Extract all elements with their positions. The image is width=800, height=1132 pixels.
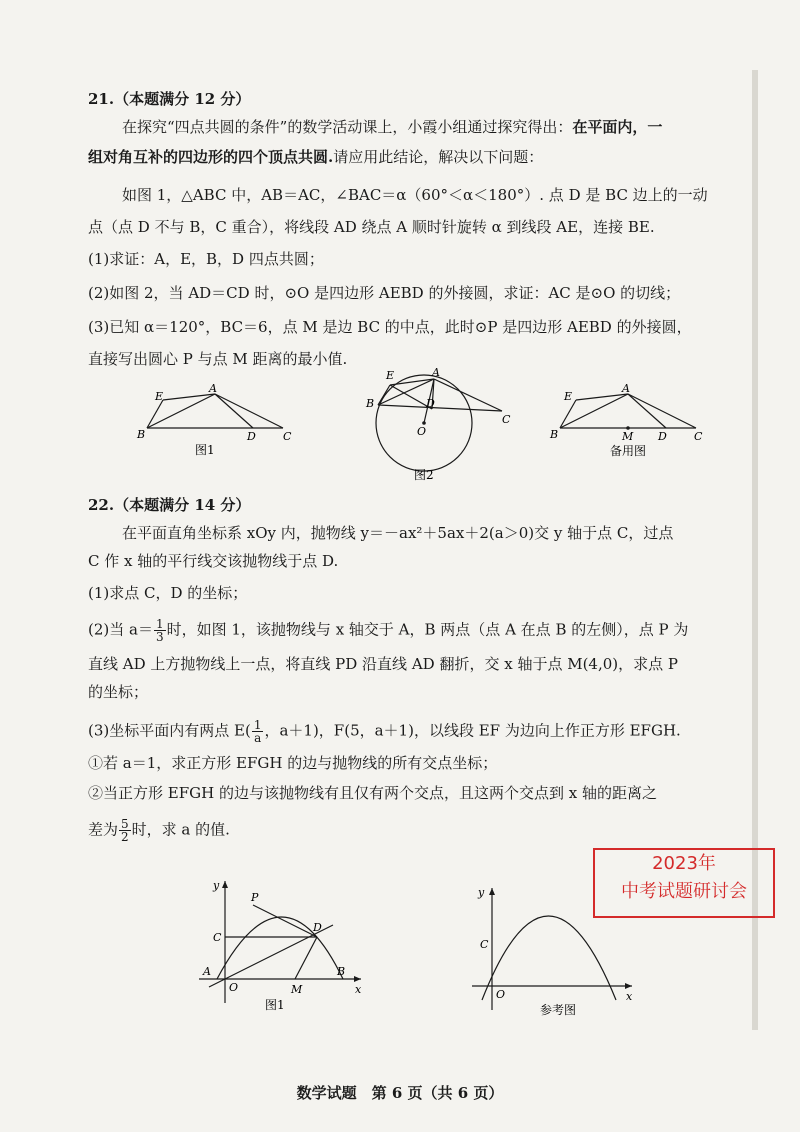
- q22-fig1-caption: 图1: [265, 998, 285, 1012]
- svg-text:A: A: [432, 366, 440, 379]
- svg-text:D: D: [247, 430, 256, 443]
- q22-subq-2: (2)当 a＝ $\frac{1}{3}$ 时，如图 1，该抛物线与 x 轴交于 A，B 两点（点 A 在点 B 的左侧），点 P 为: [88, 617, 689, 644]
- q22-setup-2: C 作 x 轴的平行线交该抛物线于点 D.: [88, 552, 339, 570]
- svg-text:C: C: [480, 938, 489, 951]
- q22-subq-2-end: 的坐标；: [88, 683, 149, 701]
- svg-text:x: x: [355, 983, 362, 996]
- q21-subq-3: (3)已知 α＝120°，BC＝6，点 M 是边 BC 的中点，此时⊙P 是四边形 AEBD 的外接圆，: [88, 318, 692, 336]
- q22-subq-3: (3)坐标平面内有两点 E( $\frac{1}{a}$ ，a＋1)，F(5，a＋1)，以线段 EF 为边向上作正方形 EFGH.: [88, 718, 681, 745]
- q22-case-1: ①若 a＝1，求正方形 EFGH 的边与抛物线的所有交点坐标；: [88, 754, 498, 772]
- q22-fig2-caption: 参考图: [540, 1003, 577, 1017]
- q21-paragraph-1-cont: [88, 146, 738, 168]
- q22-subq-1: (1)求点 C，D 的坐标；: [88, 584, 248, 602]
- svg-text:O: O: [496, 988, 506, 1001]
- svg-text:M: M: [291, 983, 303, 996]
- q21-figure-2: [362, 365, 527, 483]
- svg-text:B: B: [337, 965, 346, 978]
- svg-text:C: C: [502, 413, 511, 426]
- question-22: [88, 494, 738, 843]
- q22-case-2: ②当正方形 EFGH 的边与该抛物线有且仅有两个交点，且这两个交点到 x 轴的距离之: [88, 784, 657, 802]
- question-21: [88, 88, 738, 370]
- q22-figure-1: [195, 875, 370, 1015]
- q22-setup-1: 在平面直角坐标系 xOy 内，抛物线 y＝－ax²＋5ax＋2(a＞0)交 y 轴于点 C，过点: [122, 524, 674, 542]
- q21-setup-1: 如图 1，△ABC 中，AB＝AC，∠BAC＝α（60°＜α＜180°）. 点 D 是 BC 边上的一动: [122, 186, 708, 204]
- svg-text:D: D: [426, 397, 435, 410]
- svg-text:C: C: [694, 430, 703, 443]
- q22-heading: 22.（本题满分 14 分）: [88, 496, 251, 514]
- q22-subq-2-cont: 直线 AD 上方抛物线上一点，将直线 PD 沿直线 AD 翻折，交 x 轴于点 M(4,0)，求点 P: [88, 655, 678, 673]
- svg-text:B: B: [366, 397, 375, 410]
- svg-text:B: B: [550, 428, 559, 441]
- q22-case-2-cont: 差为 $\frac{5}{2}$ 时，求 a 的值.: [88, 817, 230, 844]
- q21-heading: 21.（本题满分 12 分）: [88, 90, 251, 108]
- q21-paragraph-1: [88, 116, 738, 138]
- svg-text:E: E: [564, 390, 573, 403]
- svg-text:P: P: [251, 891, 259, 904]
- svg-text:E: E: [155, 390, 164, 403]
- fraction-one-over-a: $\frac{1}{a}$: [253, 718, 262, 745]
- svg-text:C: C: [213, 931, 222, 944]
- stamp-line-2: 中考试题研讨会: [621, 881, 747, 902]
- fraction-one-third: $\frac{1}{3}$: [155, 617, 164, 644]
- svg-text:D: D: [658, 430, 667, 443]
- svg-text:A: A: [209, 382, 217, 395]
- q21-fig1-caption: 图1: [195, 443, 215, 457]
- svg-text:D: D: [313, 921, 322, 934]
- q21-figure-reserve: [548, 378, 718, 460]
- conference-stamp: [593, 848, 775, 918]
- q21-subq-3-cont: 直接写出圆心 P 与点 M 距离的最小值.: [88, 350, 348, 368]
- fraction-five-halves: $\frac{5}{2}$: [121, 817, 129, 844]
- q21-subq-1: (1)求证：A，E，B，D 四点共圆；: [88, 250, 324, 268]
- q21-instruction: 请应用此结论，解决以下问题：: [333, 148, 544, 166]
- svg-text:x: x: [626, 990, 633, 1003]
- stamp-line-1: 2023年: [652, 853, 716, 874]
- svg-text:E: E: [386, 369, 395, 382]
- svg-text:y: y: [478, 886, 485, 899]
- q21-bold-conclusion: 组对角互补的四边形的四个顶点共圆.: [88, 148, 334, 166]
- svg-text:C: C: [283, 430, 292, 443]
- q21-fig2-caption: 图2: [414, 468, 434, 482]
- q21-subq-2: (2)如图 2，当 AD＝CD 时，⊙O 是四边形 AEBD 的外接圆，求证：AC 是⊙O 的切线；: [88, 284, 681, 302]
- svg-text:O: O: [229, 981, 239, 994]
- svg-text:y: y: [213, 879, 220, 892]
- svg-text:A: A: [203, 965, 211, 978]
- q21-fig3-caption: 备用图: [610, 444, 647, 458]
- svg-text:M: M: [622, 430, 634, 443]
- q21-figure-1: [135, 378, 305, 460]
- svg-text:B: B: [137, 428, 146, 441]
- svg-text:A: A: [622, 382, 630, 395]
- q21-bold-text: 在平面内，一: [572, 118, 663, 136]
- page-footer: 数学试题 第 6 页（共 6 页）: [296, 1084, 504, 1102]
- q21-setup-2: 点（点 D 不与 B，C 重合），将线段 AD 绕点 A 顺时针旋转 α 到线段 AE，连接 BE.: [88, 218, 655, 236]
- svg-text:O: O: [417, 425, 427, 438]
- q21-text: 在探究“四点共圆的条件”的数学活动课上，小霞小组通过探究得出：: [122, 118, 573, 136]
